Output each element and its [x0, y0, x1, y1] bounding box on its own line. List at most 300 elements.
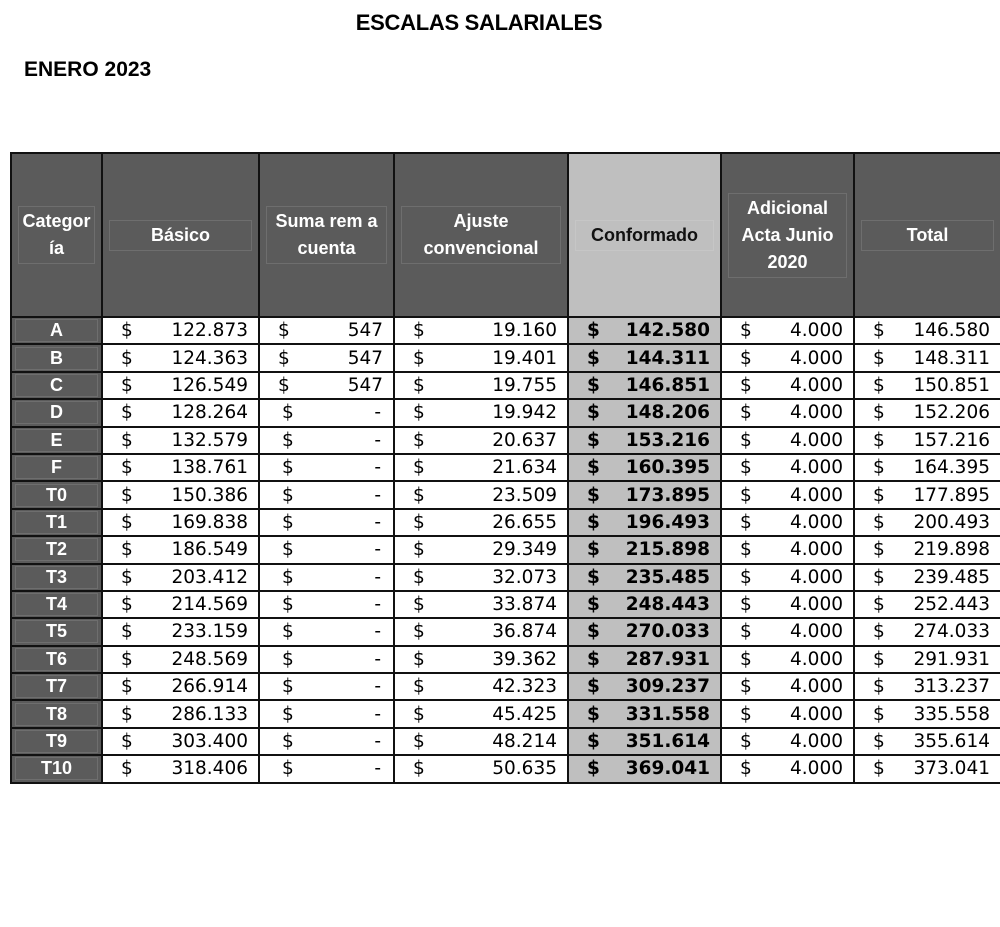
amount-value: 4.000 — [790, 484, 843, 506]
category-cell — [11, 509, 102, 536]
currency-symbol: $ — [121, 731, 133, 753]
amount-cell-total — [854, 399, 1000, 426]
currency-symbol: $ — [873, 511, 885, 533]
column-header-line: Conformado — [591, 224, 698, 245]
amount-value: 239.485 — [913, 566, 990, 588]
amount-cell-basico — [102, 755, 259, 782]
currency-symbol: $ — [740, 429, 752, 451]
currency-symbol: $ — [121, 374, 133, 396]
currency-symbol: $ — [282, 511, 294, 533]
amount-value: 369.041 — [625, 758, 710, 780]
category-cell — [11, 755, 102, 782]
category-label: T5 — [15, 620, 98, 643]
currency-symbol: $ — [413, 648, 425, 670]
amount-cell-ajuste — [394, 427, 568, 454]
category-label: C — [15, 374, 98, 397]
period-subtitle: ENERO 2023 — [24, 58, 152, 81]
currency-symbol: $ — [278, 347, 290, 369]
amount-cell-conformado — [568, 481, 721, 508]
amount-cell-ajuste — [394, 372, 568, 399]
amount-value: 42.323 — [492, 676, 557, 698]
amount-value: 36.874 — [492, 621, 557, 643]
amount-value: - — [374, 539, 381, 561]
currency-symbol: $ — [873, 703, 885, 725]
column-header-ajuste — [394, 153, 568, 317]
currency-symbol: $ — [740, 731, 752, 753]
amount-cell-conformado — [568, 372, 721, 399]
amount-cell-total — [854, 536, 1000, 563]
amount-value: 4.000 — [790, 594, 843, 616]
amount-value: 33.874 — [492, 594, 557, 616]
table-row — [11, 673, 1000, 700]
column-header-label — [18, 206, 95, 264]
currency-symbol: $ — [873, 374, 885, 396]
table-row — [11, 618, 1000, 645]
amount-cell-conformado — [568, 700, 721, 727]
currency-symbol: $ — [587, 511, 600, 533]
currency-symbol: $ — [282, 402, 294, 424]
currency-symbol: $ — [873, 648, 885, 670]
amount-value: 274.033 — [913, 621, 990, 643]
category-label: B — [15, 347, 98, 370]
column-header-categoria — [11, 153, 102, 317]
amount-value: 252.443 — [913, 594, 990, 616]
amount-cell-adicional — [721, 591, 854, 618]
amount-value: 4.000 — [790, 539, 843, 561]
table-row — [11, 700, 1000, 727]
amount-value: 235.485 — [625, 566, 710, 588]
amount-value: 148.311 — [913, 347, 990, 369]
amount-value: 215.898 — [625, 539, 710, 561]
currency-symbol: $ — [121, 484, 133, 506]
table-row — [11, 427, 1000, 454]
amount-cell-conformado — [568, 427, 721, 454]
currency-symbol: $ — [873, 484, 885, 506]
amount-cell-adicional — [721, 564, 854, 591]
amount-cell-total — [854, 673, 1000, 700]
category-label: D — [15, 401, 98, 424]
amount-cell-basico — [102, 673, 259, 700]
amount-value: 23.509 — [492, 484, 557, 506]
amount-cell-suma — [259, 673, 394, 700]
amount-value: 153.216 — [625, 429, 710, 451]
amount-value: 128.264 — [171, 402, 248, 424]
table-row — [11, 481, 1000, 508]
currency-symbol: $ — [873, 539, 885, 561]
table-row — [11, 509, 1000, 536]
currency-symbol: $ — [413, 703, 425, 725]
column-header-line: cuenta — [297, 238, 356, 258]
category-label: T6 — [15, 648, 98, 671]
currency-symbol: $ — [413, 566, 425, 588]
amount-value: 270.033 — [625, 621, 710, 643]
amount-cell-suma — [259, 344, 394, 371]
amount-value: - — [374, 621, 381, 643]
column-header-total — [854, 153, 1000, 317]
category-cell — [11, 481, 102, 508]
amount-value: 177.895 — [913, 484, 990, 506]
amount-value: 313.237 — [913, 676, 990, 698]
category-label: T4 — [15, 593, 98, 616]
category-cell — [11, 344, 102, 371]
column-header-line: convencional — [423, 238, 539, 258]
amount-cell-basico — [102, 481, 259, 508]
amount-value: 355.614 — [913, 731, 990, 753]
amount-value: 547 — [347, 320, 383, 342]
amount-cell-conformado — [568, 728, 721, 755]
currency-symbol: $ — [121, 320, 133, 342]
salary-table — [10, 152, 1000, 784]
amount-cell-adicional — [721, 454, 854, 481]
currency-symbol: $ — [278, 374, 290, 396]
amount-cell-conformado — [568, 618, 721, 645]
currency-symbol: $ — [873, 320, 885, 342]
amount-value: 20.637 — [492, 429, 557, 451]
currency-symbol: $ — [873, 402, 885, 424]
currency-symbol: $ — [740, 648, 752, 670]
currency-symbol: $ — [121, 594, 133, 616]
amount-value: 303.400 — [171, 731, 248, 753]
currency-symbol: $ — [282, 758, 294, 780]
column-header-line: Suma rem a — [275, 211, 378, 231]
amount-cell-total — [854, 564, 1000, 591]
amount-value: 4.000 — [790, 648, 843, 670]
amount-cell-conformado — [568, 317, 721, 344]
amount-cell-ajuste — [394, 509, 568, 536]
amount-value: 26.655 — [492, 511, 557, 533]
amount-value: 150.851 — [913, 374, 990, 396]
amount-value: 4.000 — [790, 347, 843, 369]
amount-value: 144.311 — [625, 347, 710, 369]
amount-value: - — [374, 429, 381, 451]
amount-cell-ajuste — [394, 536, 568, 563]
header-row — [11, 153, 1000, 317]
amount-value: 318.406 — [171, 758, 248, 780]
currency-symbol: $ — [282, 429, 294, 451]
currency-symbol: $ — [413, 594, 425, 616]
amount-cell-adicional — [721, 344, 854, 371]
amount-value: 214.569 — [171, 594, 248, 616]
category-cell — [11, 673, 102, 700]
amount-cell-ajuste — [394, 673, 568, 700]
category-label: T3 — [15, 566, 98, 589]
currency-symbol: $ — [121, 347, 133, 369]
amount-value: 266.914 — [171, 676, 248, 698]
currency-symbol: $ — [413, 484, 425, 506]
currency-symbol: $ — [587, 676, 600, 698]
amount-cell-basico — [102, 399, 259, 426]
amount-value: 373.041 — [913, 758, 990, 780]
amount-cell-basico — [102, 536, 259, 563]
amount-cell-basico — [102, 618, 259, 645]
amount-cell-suma — [259, 481, 394, 508]
amount-cell-adicional — [721, 700, 854, 727]
category-label: T0 — [15, 484, 98, 507]
currency-symbol: $ — [121, 758, 133, 780]
amount-value: 138.761 — [171, 457, 248, 479]
amount-cell-total — [854, 646, 1000, 673]
amount-value: 32.073 — [492, 566, 557, 588]
amount-value: 48.214 — [492, 731, 557, 753]
amount-value: - — [374, 731, 381, 753]
column-header-line: ía — [48, 238, 64, 258]
table-row — [11, 728, 1000, 755]
amount-cell-basico — [102, 344, 259, 371]
amount-value: 4.000 — [790, 676, 843, 698]
amount-cell-adicional — [721, 427, 854, 454]
currency-symbol: $ — [282, 484, 294, 506]
category-cell — [11, 591, 102, 618]
table-row — [11, 564, 1000, 591]
amount-value: 219.898 — [913, 539, 990, 561]
currency-symbol: $ — [413, 731, 425, 753]
amount-value: - — [374, 402, 381, 424]
currency-symbol: $ — [740, 594, 752, 616]
amount-value: 19.942 — [492, 402, 557, 424]
amount-cell-suma — [259, 700, 394, 727]
amount-cell-total — [854, 509, 1000, 536]
category-cell — [11, 454, 102, 481]
currency-symbol: $ — [587, 539, 600, 561]
currency-symbol: $ — [587, 703, 600, 725]
amount-cell-basico — [102, 728, 259, 755]
table-row — [11, 646, 1000, 673]
amount-cell-conformado — [568, 454, 721, 481]
currency-symbol: $ — [413, 511, 425, 533]
amount-cell-ajuste — [394, 344, 568, 371]
amount-cell-suma — [259, 427, 394, 454]
column-header-label — [109, 220, 252, 251]
column-header-label — [728, 193, 847, 278]
amount-cell-conformado — [568, 564, 721, 591]
amount-cell-basico — [102, 646, 259, 673]
amount-cell-conformado — [568, 509, 721, 536]
amount-cell-total — [854, 728, 1000, 755]
amount-value: 173.895 — [625, 484, 710, 506]
amount-value: 160.395 — [625, 457, 710, 479]
page-title: ESCALAS SALARIALES — [355, 10, 603, 35]
currency-symbol: $ — [740, 484, 752, 506]
category-cell — [11, 399, 102, 426]
amount-cell-total — [854, 591, 1000, 618]
amount-cell-conformado — [568, 755, 721, 782]
amount-cell-basico — [102, 454, 259, 481]
amount-value: 122.873 — [171, 320, 248, 342]
currency-symbol: $ — [587, 621, 600, 643]
amount-value: 286.133 — [171, 703, 248, 725]
column-header-adicional — [721, 153, 854, 317]
amount-cell-adicional — [721, 728, 854, 755]
amount-cell-adicional — [721, 509, 854, 536]
amount-value: - — [374, 566, 381, 588]
currency-symbol: $ — [740, 539, 752, 561]
currency-symbol: $ — [413, 621, 425, 643]
category-label: F — [15, 456, 98, 479]
amount-cell-ajuste — [394, 646, 568, 673]
amount-cell-adicional — [721, 372, 854, 399]
amount-cell-suma — [259, 509, 394, 536]
currency-symbol: $ — [413, 402, 425, 424]
table-row — [11, 591, 1000, 618]
amount-cell-ajuste — [394, 755, 568, 782]
amount-value: 4.000 — [790, 457, 843, 479]
amount-value: 21.634 — [492, 457, 557, 479]
amount-cell-adicional — [721, 646, 854, 673]
currency-symbol: $ — [282, 539, 294, 561]
amount-cell-total — [854, 372, 1000, 399]
currency-symbol: $ — [413, 374, 425, 396]
amount-value: 148.206 — [625, 402, 710, 424]
amount-cell-ajuste — [394, 591, 568, 618]
category-cell — [11, 728, 102, 755]
currency-symbol: $ — [121, 457, 133, 479]
amount-cell-ajuste — [394, 728, 568, 755]
amount-value: 126.549 — [171, 374, 248, 396]
amount-cell-conformado — [568, 673, 721, 700]
amount-cell-ajuste — [394, 317, 568, 344]
column-header-line: Básico — [150, 224, 211, 245]
amount-value: 157.216 — [913, 429, 990, 451]
amount-cell-suma — [259, 728, 394, 755]
currency-symbol: $ — [873, 429, 885, 451]
amount-cell-adicional — [721, 317, 854, 344]
currency-symbol: $ — [282, 566, 294, 588]
amount-cell-adicional — [721, 399, 854, 426]
currency-symbol: $ — [873, 758, 885, 780]
amount-value: - — [374, 457, 381, 479]
amount-value: 4.000 — [790, 374, 843, 396]
currency-symbol: $ — [587, 648, 600, 670]
amount-cell-total — [854, 317, 1000, 344]
currency-symbol: $ — [413, 320, 425, 342]
amount-value: - — [374, 703, 381, 725]
amount-cell-ajuste — [394, 481, 568, 508]
column-header-basico — [102, 153, 259, 317]
currency-symbol: $ — [587, 566, 600, 588]
amount-value: 4.000 — [790, 758, 843, 780]
amount-cell-suma — [259, 372, 394, 399]
amount-value: 186.549 — [171, 539, 248, 561]
amount-value: 4.000 — [790, 621, 843, 643]
column-header-line: Total — [906, 224, 949, 245]
category-label: T10 — [15, 757, 98, 780]
currency-symbol: $ — [278, 320, 290, 342]
currency-symbol: $ — [873, 347, 885, 369]
currency-symbol: $ — [740, 566, 752, 588]
amount-cell-adicional — [721, 481, 854, 508]
currency-symbol: $ — [282, 648, 294, 670]
column-header-label — [266, 206, 387, 264]
currency-symbol: $ — [873, 621, 885, 643]
amount-value: - — [374, 758, 381, 780]
currency-symbol: $ — [740, 320, 752, 342]
amount-cell-basico — [102, 317, 259, 344]
table-row — [11, 454, 1000, 481]
currency-symbol: $ — [282, 703, 294, 725]
table-row — [11, 317, 1000, 344]
amount-value: 4.000 — [790, 566, 843, 588]
amount-cell-ajuste — [394, 618, 568, 645]
amount-cell-basico — [102, 564, 259, 591]
amount-cell-total — [854, 427, 1000, 454]
currency-symbol: $ — [587, 320, 600, 342]
amount-cell-adicional — [721, 673, 854, 700]
amount-value: 50.635 — [492, 758, 557, 780]
column-header-line: Acta Junio — [741, 224, 834, 245]
amount-cell-total — [854, 344, 1000, 371]
table-row — [11, 372, 1000, 399]
currency-symbol: $ — [121, 402, 133, 424]
currency-symbol: $ — [413, 758, 425, 780]
category-label: T2 — [15, 538, 98, 561]
amount-value: 152.206 — [913, 402, 990, 424]
currency-symbol: $ — [282, 676, 294, 698]
category-label: T7 — [15, 675, 98, 698]
amount-cell-basico — [102, 700, 259, 727]
category-label: T8 — [15, 703, 98, 726]
amount-cell-conformado — [568, 536, 721, 563]
amount-cell-ajuste — [394, 564, 568, 591]
currency-symbol: $ — [740, 402, 752, 424]
category-cell — [11, 564, 102, 591]
currency-symbol: $ — [282, 731, 294, 753]
currency-symbol: $ — [413, 676, 425, 698]
currency-symbol: $ — [873, 676, 885, 698]
amount-cell-total — [854, 618, 1000, 645]
currency-symbol: $ — [587, 758, 600, 780]
currency-symbol: $ — [740, 511, 752, 533]
amount-value: - — [374, 511, 381, 533]
amount-cell-adicional — [721, 536, 854, 563]
amount-value: 4.000 — [790, 402, 843, 424]
amount-value: 124.363 — [171, 347, 248, 369]
column-header-label — [575, 220, 714, 251]
amount-value: 19.160 — [492, 320, 557, 342]
currency-symbol: $ — [587, 429, 600, 451]
amount-cell-basico — [102, 372, 259, 399]
amount-value: 4.000 — [790, 731, 843, 753]
amount-cell-suma — [259, 564, 394, 591]
currency-symbol: $ — [873, 731, 885, 753]
amount-cell-conformado — [568, 591, 721, 618]
currency-symbol: $ — [413, 429, 425, 451]
currency-symbol: $ — [282, 594, 294, 616]
amount-value: 351.614 — [625, 731, 710, 753]
table-body — [11, 317, 1000, 783]
currency-symbol: $ — [740, 676, 752, 698]
table-row — [11, 536, 1000, 563]
currency-symbol: $ — [121, 676, 133, 698]
table-row — [11, 399, 1000, 426]
amount-value: - — [374, 676, 381, 698]
currency-symbol: $ — [587, 347, 600, 369]
currency-symbol: $ — [873, 457, 885, 479]
amount-cell-basico — [102, 509, 259, 536]
currency-symbol: $ — [587, 731, 600, 753]
category-label: E — [15, 429, 98, 452]
amount-value: 132.579 — [171, 429, 248, 451]
amount-value: - — [374, 648, 381, 670]
table-row — [11, 344, 1000, 371]
amount-cell-suma — [259, 454, 394, 481]
amount-value: 4.000 — [790, 429, 843, 451]
currency-symbol: $ — [121, 648, 133, 670]
category-cell — [11, 700, 102, 727]
amount-value: 39.362 — [492, 648, 557, 670]
amount-cell-suma — [259, 646, 394, 673]
table-row — [11, 755, 1000, 782]
amount-value: 4.000 — [790, 511, 843, 533]
